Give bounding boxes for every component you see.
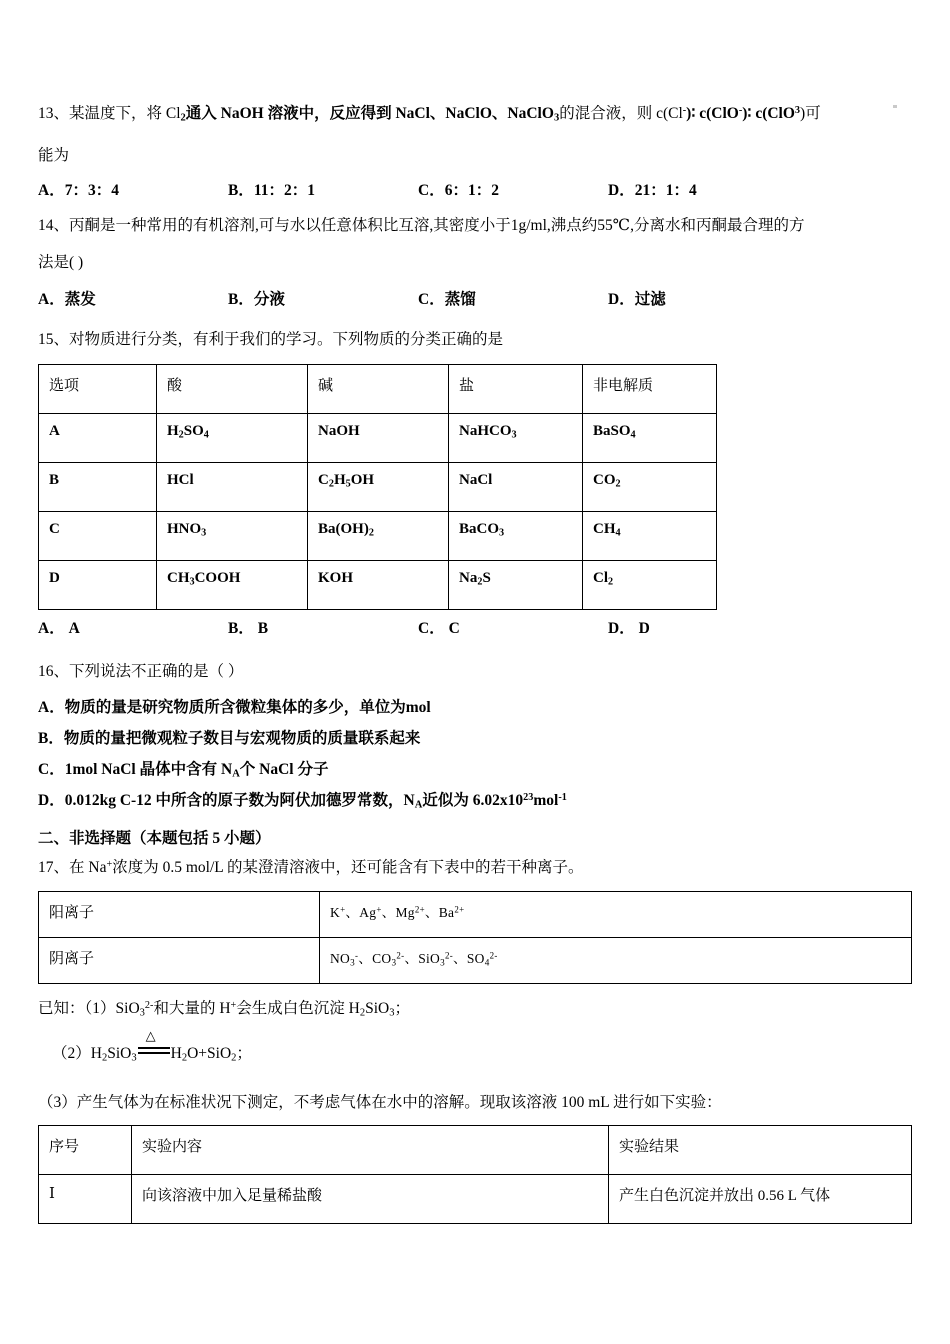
page-content [38,98,914,1224]
known1-post: 会生成白色沉淀 H [236,999,360,1017]
known1-sub1: 3 [139,1007,145,1019]
cell-acid-d [157,560,308,609]
q16-option-a-label: A． [38,699,65,717]
header-result: 实验结果 [609,1125,912,1174]
question-17 [38,855,914,1223]
s: 2 [608,576,614,588]
table-row [39,560,717,609]
known2-right-s2: 2 [231,1052,237,1064]
m: H [333,471,346,488]
q13-option-b-label: B． [228,181,254,199]
ion-sup: + [376,904,382,915]
ion-sub: 4 [484,956,490,967]
known1-tail: SiO [365,999,390,1017]
q13-option-a-label: A． [38,181,65,199]
s: 3 [511,429,517,441]
q14-option-d-label: D． [608,291,635,309]
q14-stem-line1: 14、丙酮是一种常用的有机溶剂,可与水以任意体积比互溶,其密度小于1g/ml,沸点约55℃,分离水和丙酮最合理的方 [38,216,805,234]
q13-sup-3: 3 [794,104,801,116]
q14-option-b-text: 分液 [253,291,285,309]
ion-sup: + [340,904,346,915]
q13-stem-line2: 能为 [38,146,70,164]
q17-known-1 [38,996,914,1021]
table-row [39,413,717,462]
q14-option-c-text: 蒸馏 [444,291,476,309]
m: SO [183,422,204,439]
q16-option-c-post: 个 NaCl 分子 [239,761,329,779]
ion-sup: 2+ [414,904,425,915]
known1-mid: 和大量的 H [153,999,231,1017]
q14-option-a-text: 蒸发 [64,291,96,309]
q15-option-d-text: D [638,619,650,637]
q14-option-d-text: 过滤 [634,291,666,309]
ion-sup: 2- [396,950,405,961]
s: 2 [178,429,184,441]
q14-option-c[interactable] [418,285,608,314]
known-label: 已知： [38,999,85,1017]
ion-sub: 3 [391,956,397,967]
section-2-heading: 二、非选择题（本题包括 5 小题） [38,830,271,848]
q13-stem [38,98,914,130]
m: S [482,569,491,586]
f: KOH [318,569,354,586]
question-15 [38,327,914,644]
q15-option-c[interactable] [418,614,608,643]
q15-options [38,614,914,643]
known1-sup1: 2- [144,999,154,1011]
q15-stem: 15、对物质进行分类，有利于我们的学习。下列物质的分类正确的是 [38,330,504,348]
q16-option-d-tail: mol [533,792,559,810]
known1-sub3: 3 [389,1007,395,1019]
q14-stem-line2: 法是( ) [38,254,84,272]
q16-option-a[interactable] [38,692,914,723]
f: CO [593,471,616,488]
known2-left-m: SiO [107,1044,132,1062]
q16-option-b-text: 物质的量把微观粒子数目与宏观物质的质量联系起来 [63,730,421,748]
cell-serial: Ⅰ [39,1174,132,1223]
classification-table [38,364,717,610]
cell-non-d [583,560,717,609]
header-salt: 盐 [449,364,583,413]
known2-end: ； [236,1044,252,1062]
cell-base-a [308,413,449,462]
known2-right-m: O+SiO [187,1044,232,1062]
header-acid: 酸 [157,364,308,413]
f: Na [459,569,478,586]
cell-acid-b [157,462,308,511]
q16-option-d[interactable] [38,785,914,816]
q14-option-a[interactable] [38,285,228,314]
q17-stem-pre: 17、在 Na [38,859,107,877]
q14-option-b-label: B． [228,291,254,309]
question-13 [38,98,914,205]
s2: 4 [203,429,209,441]
header-base: 碱 [308,364,449,413]
f: CH [593,520,616,537]
q16-option-d-sub: A [414,800,423,812]
q16-option-d-mid: 近似为 6.02x10 [422,792,524,810]
ion-f: Ba [438,904,455,920]
ion-sup: 2- [445,950,454,961]
q13-option-d-label: D． [608,181,635,199]
f: NaCl [459,471,493,488]
header-content: 实验内容 [132,1125,609,1174]
f: NaOH [318,422,360,439]
s2: 5 [345,478,351,490]
known1-end: ； [394,999,411,1017]
cell-option-c: C [39,511,157,560]
cell-content: 向该溶液中加入足量稀盐酸 [132,1174,609,1223]
known2-num: （2） [52,1044,91,1062]
q17-known-3: （3）产生气体为在标准状况下测定，不考虑气体在水中的溶解。现取该溶液 100 mL 进行如下实验： [38,1093,722,1111]
q16-option-c-label: C． [38,761,65,779]
known2-left-s2: 3 [131,1052,137,1064]
f: HCl [167,471,194,488]
s: 4 [630,429,636,441]
q15-option-d-label: D． [608,619,635,637]
q15-option-b-label: B． [228,619,254,637]
question-14 [38,213,914,315]
experiment-table [38,1125,912,1224]
q16-option-b-label: B． [38,730,64,748]
cell-salt-a [449,413,583,462]
q15-option-a-text: A [68,619,80,637]
table-row [39,511,717,560]
ion-sub: 3 [350,956,355,967]
equals-bars [138,1047,170,1054]
q13-option-d[interactable] [608,176,697,205]
ion-sup: - [355,950,359,961]
f: NaHCO [459,422,512,439]
known2-left-s1: 2 [101,1052,108,1064]
cell-non-b [583,462,717,511]
ion-sup: 2- [489,950,498,961]
s: 3 [189,576,195,588]
cell-base-c [308,511,449,560]
known1-pre: SiO [115,999,140,1017]
delta-heat-icon: △ [145,1028,156,1044]
cell-option-a: A [39,413,157,462]
ion-f: CO [372,950,392,966]
f: Cl [593,569,608,586]
table-row [39,1174,912,1223]
q13-option-b[interactable] [228,176,418,205]
s: 2 [328,478,334,490]
anion-values: $NO_3^-$、$CO_3^{2-}$、SiO$_3^{2-}$、$SO_4^{2-}$ [320,937,912,983]
table-row [39,462,717,511]
q15-option-d[interactable] [608,614,650,643]
ion-table [38,891,912,984]
cell-option-d: D [39,560,157,609]
q15-option-b[interactable] [228,614,418,643]
known1-num: （1） [84,999,116,1017]
header-option: 选项 [39,364,157,413]
q13-sup-minus-1: - [682,104,687,116]
known1-sub2: 2 [359,1007,366,1019]
known2-right-s1: 2 [181,1052,188,1064]
q13-option-a-text: 7：3：4 [64,181,119,199]
q16-option-d-sup: 23 [523,792,534,804]
q16-option-b[interactable] [38,723,914,754]
ion-f: Ag [359,904,377,920]
q13-option-c-text: 6：1：2 [444,181,499,199]
q16-option-d-sup2: -1 [558,792,567,804]
t: OH [350,471,375,488]
q14-option-b[interactable] [228,285,418,314]
q13-stem-part4: )∶ c(ClO [686,105,739,122]
ion-f: SO [466,950,485,966]
anion-label: 阴离子 [39,937,320,983]
q13-stem-part5: )∶ c(ClO [742,105,795,122]
q17-stem-sup: + [106,859,113,871]
cell-base-d [308,560,449,609]
cell-base-b [308,462,449,511]
q13-stem-part3: 的混合液，则 c(Cl [559,105,683,122]
q15-option-a[interactable] [38,614,228,643]
cell-salt-d [449,560,583,609]
known2-right-f: H [170,1044,182,1062]
f: BaSO [593,422,631,439]
cation-values: K+、Ag+、$Mg^{2+}$、$Ba^{2+}$ [320,891,912,937]
cell-option-b: B [39,462,157,511]
f: HNO [167,520,202,537]
s: 4 [615,527,621,539]
q17-stem [38,855,914,880]
f: CH [167,569,190,586]
f: H [167,422,179,439]
cell-acid-a [157,413,308,462]
q17-stem-post: 浓度为 0.5 mol/L 的某澄清溶液中，还可能含有下表中的若干种离子。 [112,859,584,877]
q16-option-d-pre: 0.012kg C-12 中所含的原子数为阿伏加德罗常数，N [64,792,415,810]
q13-stem-part2: 通入 NaOH 溶液中，反应得到 NaCl、NaClO、NaClO [185,105,554,122]
q16-option-a-text: 物质的量是研究物质所含微粒集体的多少，单位为mol [64,699,431,717]
cell-salt-b [449,462,583,511]
known2-left-f: H [90,1044,102,1062]
cell-non-a [583,413,717,462]
known1-sup2: + [230,999,237,1011]
q13-sub-naclo3: 3 [553,112,560,124]
q15-option-c-text: C [448,619,460,637]
q16-option-c-sub: A [232,769,240,781]
q13-option-c[interactable] [418,176,608,205]
f: C [318,471,329,488]
ion-sup: 2+ [454,904,465,915]
reaction-condition-arrow [137,1028,171,1058]
table-row [39,937,912,983]
q16-option-d-label: D． [38,792,65,810]
table-header-row [39,1125,912,1174]
question-16 [38,659,914,816]
f: BaCO [459,520,500,537]
q15-option-a-label: A． [38,619,65,637]
q14-option-c-label: C． [418,291,445,309]
ion-sub: 3 [440,956,445,967]
q16-option-c[interactable] [38,754,914,785]
table-row [39,891,912,937]
table-header-row [39,364,717,413]
cell-non-c [583,511,717,560]
q13-option-c-label: C． [418,181,445,199]
header-nonelectrolyte: 非电解质 [583,364,717,413]
ion-f: K [330,904,341,920]
q16-option-c-pre: 1mol NaCl 晶体中含有 N [64,761,233,779]
q13-options [38,176,914,205]
s: 2 [477,576,483,588]
q16-stem: 16、下列说法不正确的是（ ） [38,663,244,681]
cation-label: 阳离子 [39,891,320,937]
ion-f: SiO [418,950,441,966]
m: COOH [194,569,241,586]
s: 2 [615,478,621,490]
q14-option-a-label: A． [38,291,65,309]
s: 3 [499,527,505,539]
q13-sub-cl2: 2 [180,112,186,124]
q14-option-d[interactable] [608,285,666,314]
cell-salt-c [449,511,583,560]
cell-acid-c [157,511,308,560]
q15-option-c-label: C． [418,619,445,637]
q13-option-b-text: 11：2：1 [253,181,315,199]
q17-known-2 [38,1028,914,1066]
q13-option-a[interactable] [38,176,228,205]
s: 2 [368,527,374,539]
s: 3 [201,527,207,539]
q13-stem-part1: 13、某温度下，将 Cl [38,105,181,122]
q13-stem-part6: )可 [800,105,821,122]
q14-options [38,285,914,314]
header-serial: 序号 [39,1125,132,1174]
q13-option-d-text: 21：1：4 [634,181,697,199]
q15-option-b-text: B [257,619,269,637]
ion-f: Mg [395,904,415,920]
f: Ba(OH) [318,520,369,537]
q13-sup-minus-2: - [738,104,743,116]
cell-result: 产生白色沉淀并放出 0.56 L 气体 [609,1174,912,1223]
ion-f: NO [330,950,351,966]
